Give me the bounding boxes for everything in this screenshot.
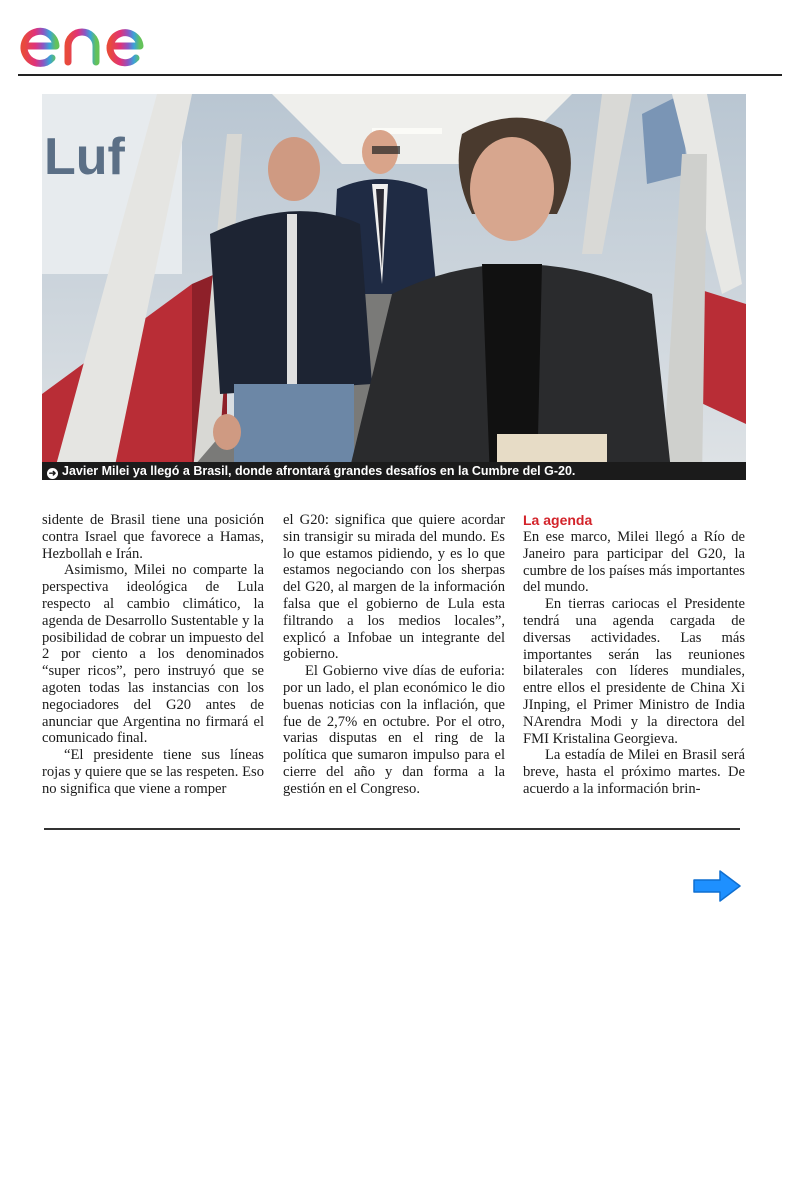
enel-logo-icon [16, 4, 182, 70]
header-divider [18, 74, 782, 76]
section-heading: La agenda [523, 512, 593, 528]
paragraph: El Gobierno vive días de euforia: por un lado, el plan económico le dio buenas noticias con la inflación, que fue de 2,7% en octubre. Por el otro, varias disputas en el ring de la política que sumaron impulso para el cierre del año y dan forma a la gestión en el Congreso. [283, 663, 505, 797]
photo-caption-text: Javier Milei ya llegó a Brasil, donde afrontará grandes desafíos en la Cumbre del G-20. [62, 464, 576, 478]
article-column-1 [42, 512, 264, 798]
paragraph: sidente de Brasil tiene una posición contra Israel que favorece a Hamas, Hezbollah e Irán. [42, 512, 264, 562]
paragraph: “El presidente tiene sus líneas rojas y quiere que se las respeten. Eso no significa que viene a romper [42, 747, 264, 797]
arrow-right-icon[interactable] [692, 869, 742, 903]
photo-caption [42, 462, 746, 480]
paragraph: Asimismo, Milei no comparte la perspectiva ideológica de Lula respecto al cambio climático, la agenda de Desarrollo Sustentable y la posibilidad de cobrar un impuesto del 2 por ciento a los denominados “super ricos”, pero instruyó que se agoten todas las instancias con los negociadores del G20 antes de anunciar que Argentina no firmará el comunicado final. [42, 562, 264, 747]
paragraph: En tierras cariocas el Presidente tendrá una agenda cargada de diversas actividades. Las más importantes serán las reuniones bilaterales con líderes mundiales, entre ellos el presidente de China Xi JInping, el Primer Ministro de India NArendra Modi y la directora del FMI Kristalina Georgieva. [523, 596, 745, 747]
footer-divider [44, 828, 740, 830]
article-body [0, 512, 800, 802]
paragraph: el G20: significa que quiere acordar sin transigir su mirada del mundo. Es lo que estamos pidiendo, y es lo que estamos negociando con los sherpas del G20, al margen de la información falsa que el gobierno de Lula esta filtrando a los medios locales”, explicó a Infobae un integrante del gobierno. [283, 512, 505, 663]
photo-jetbridge-image [42, 94, 746, 480]
caption-arrow-icon: ➜ [48, 468, 57, 478]
article-column-3 [523, 512, 745, 798]
svg-text:Luf: Luf [44, 128, 125, 186]
page-header [0, 0, 800, 76]
paragraph: En ese marco, Milei llegó a Río de Janeiro para participar del G20, la cumbre de los países más importantes del mundo. [523, 529, 745, 596]
paragraph: La estadía de Milei en Brasil será breve, hasta el próximo martes. De acuerdo a la información brin- [523, 747, 745, 797]
article-column-2 [283, 512, 505, 798]
